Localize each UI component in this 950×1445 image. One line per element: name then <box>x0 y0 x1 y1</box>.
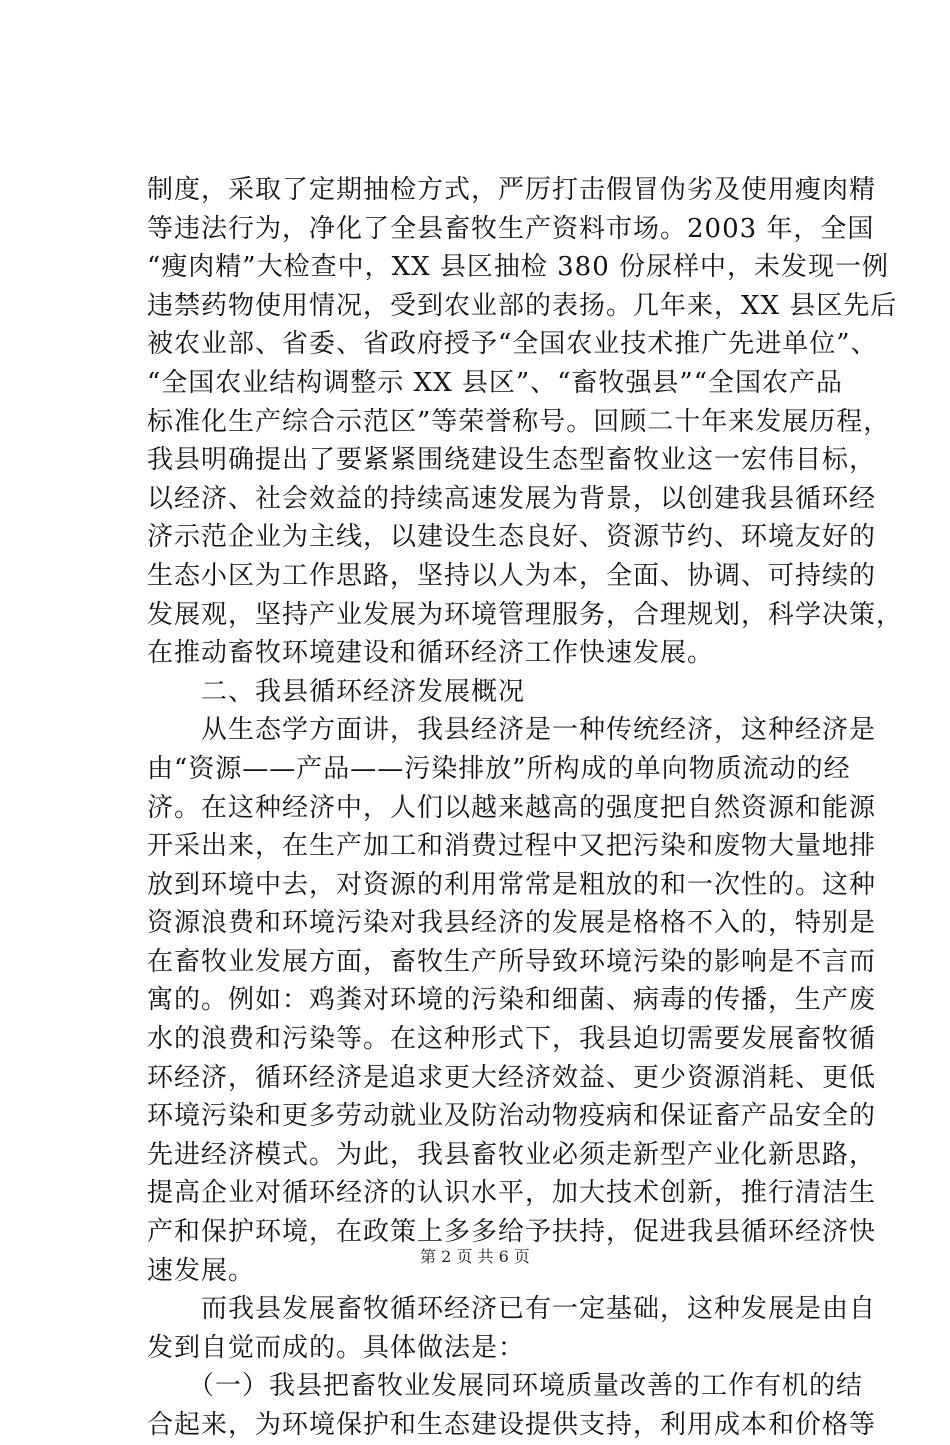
text-line-8: 我县明确提出了要紧紧围绕建设生态型畜牧业这一宏伟目标， <box>147 445 877 476</box>
text-line-30: 而我县发展畜牧循环经济已有一定基础，这种发展是由自 <box>147 1294 877 1325</box>
text-line-18: 开采出来，在生产加工和消费过程中又把污染和废物大量地排 <box>147 831 877 862</box>
text-line-2: 等违法行为，净化了全县畜牧生产资料市场。2003 年，全国 <box>147 213 875 244</box>
text-line-27: 提高企业对循环经济的认识水平，加大技术创新，推行清洁生 <box>147 1178 877 1209</box>
text-line-32: （一）我县把畜牧业发展同环境质量改善的工作有机的结 <box>147 1371 864 1402</box>
text-line-19: 放到环境中去，对资源的利用常常是粗放的和一次性的。这种 <box>147 869 877 900</box>
text-line-29: 速发展。 <box>147 1255 256 1286</box>
text-line-26: 先进经济模式。为此，我县畜牧业必须走新型产业化新思路， <box>147 1139 877 1170</box>
text-line-7: 标准化生产综合示范区”等荣誉称号。回顾二十年来发展历程， <box>147 406 891 437</box>
text-line-28: 产和保护环境，在政策上多多给予扶持，促进我县循环经济快 <box>147 1217 877 1248</box>
text-line-13: 在推动畜牧环境建设和循环经济工作快速发展。 <box>147 638 715 669</box>
text-line-24: 环经济，循环经济是追求更大经济效益、更少资源消耗、更低 <box>147 1062 877 1093</box>
text-line-20: 资源浪费和环境污染对我县经济的发展是格格不入的，特别是 <box>147 908 877 939</box>
text-line-12: 发展观，坚持产业发展为环境管理服务，合理规划，科学决策， <box>147 599 904 630</box>
text-line-23: 水的浪费和污染等。在这种形式下，我县迫切需要发展畜牧循 <box>147 1024 877 1055</box>
text-line-16: 由“资源——产品——污染排放”所构成的单向物质流动的经 <box>147 753 851 784</box>
text-line-5: 被农业部、省委、省政府授予“全国农业技术推广先进单位”、 <box>147 329 878 360</box>
text-line-15: 从生态学方面讲，我县经济是一种传统经济，这种经济是 <box>147 715 877 746</box>
text-line-17: 济。在这种经济中，人们以越来越高的强度把自然资源和能源 <box>147 792 877 823</box>
text-line-33: 合起来，为环境保护和生态建设提供支持，利用成本和价格等 <box>147 1410 877 1440</box>
text-line-1: 制度，采取了定期抽检方式，严厉打击假冒伪劣及使用瘦肉精 <box>147 175 877 205</box>
text-line-4: 违禁药物使用情况，受到农业部的表扬。几年来，XX 县区先后 <box>147 290 898 321</box>
text-line-25: 环境污染和更多劳动就业及防治动物疫病和保证畜产品安全的 <box>147 1101 877 1132</box>
text-line-3: “瘦肉精”大检查中，XX 县区抽检 380 份尿样中，未发现一例 <box>147 252 890 283</box>
text-line-11: 生态小区为工作思路，坚持以人为本，全面、协调、可持续的 <box>147 560 877 591</box>
text-line-10: 济示范企业为主线，以建设生态良好、资源节约、环境友好的 <box>147 522 877 553</box>
text-line-9: 以经济、社会效益的持续高速发展为背景，以创建我县循环经 <box>147 483 877 514</box>
text-line-22: 寓的。例如：鸡粪对环境的污染和细菌、病毒的传播，生产废 <box>147 985 877 1016</box>
text-line-31: 发到自觉而成的。具体做法是： <box>147 1332 526 1363</box>
page-number-footer: 第 2 页 共 6 页 <box>420 1247 530 1266</box>
text-line-21: 在畜牧业发展方面，畜牧生产所导致环境污染的影响是不言而 <box>147 946 877 977</box>
text-line-6: “全国农业结构调整示 XX 县区”、“畜牧强县”“全国农产品 <box>147 367 844 398</box>
section-heading: 二、我县循环经济发展概况 <box>147 676 526 707</box>
